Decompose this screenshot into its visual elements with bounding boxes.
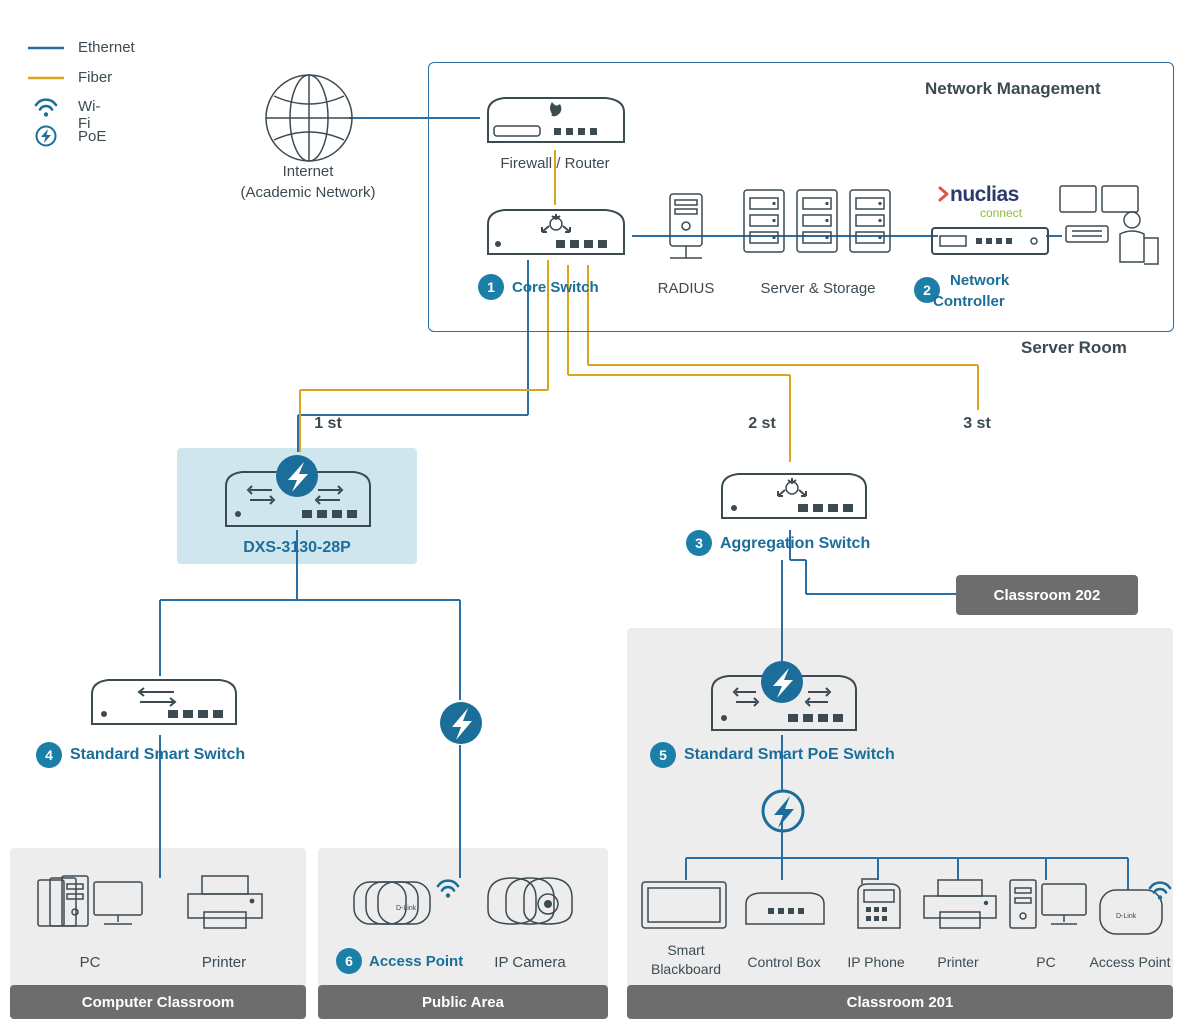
- computer-classroom-label: Computer Classroom: [81, 993, 235, 1011]
- public-area-bar: [318, 985, 608, 1019]
- pc-201-label: PC: [1036, 954, 1056, 970]
- smart-blackboard-label-line2: Blackboard: [650, 961, 722, 977]
- ip-camera-label: IP Camera: [494, 954, 566, 971]
- classroom-201-label: Classroom 201: [846, 993, 954, 1011]
- svg-text:D-Link: D-Link: [1116, 913, 1137, 920]
- computer-classroom-bar: [10, 985, 306, 1019]
- pc-left-label: PC: [79, 954, 101, 971]
- poe-icon: [37, 127, 56, 146]
- badge-aggregation-switch: 3: [686, 530, 712, 556]
- classroom-201-bar: [627, 985, 1173, 1019]
- smart-blackboard-label-line1: Smart: [667, 942, 705, 958]
- aggregation-switch-label: Aggregation Switch: [720, 535, 871, 552]
- access-point-201-label: Access Point: [1089, 954, 1171, 970]
- legend-label-wifi: Wi-Fi: [78, 98, 101, 132]
- badge-standard-smart-switch: 4: [36, 742, 62, 768]
- wifi-icon: [438, 881, 458, 898]
- ip-phone-label: IP Phone: [847, 954, 905, 970]
- server-storage-label: Server & Storage: [760, 280, 876, 297]
- uplink-label-2: 2 st: [748, 415, 776, 432]
- badge-network-controller: 2: [914, 277, 940, 303]
- switch-arrows-icon: [778, 478, 806, 496]
- network-controller-label-line1: Network: [950, 272, 1010, 289]
- classroom-202-bar: [956, 575, 1138, 615]
- flame-icon: [550, 102, 561, 116]
- legend-label-fiber: Fiber: [78, 69, 113, 86]
- access-point-public-label: Access Point: [369, 953, 464, 970]
- badge-standard-smart-poe-switch: 5: [650, 742, 676, 768]
- dxs-switch-label: DXS-3130-28P: [243, 539, 351, 556]
- badge-core-switch: 1: [478, 274, 504, 300]
- badge-access-point-public: 6: [336, 948, 362, 974]
- firewall-label: Firewall / Router: [500, 155, 610, 172]
- nuclias-brand-sub: connect: [980, 206, 1023, 220]
- core-switch-label: Core Switch: [512, 279, 599, 296]
- printer-left-label: Printer: [201, 954, 247, 971]
- standard-smart-switch-label: Standard Smart Switch: [70, 746, 246, 763]
- uplink-label-1: 1 st: [314, 415, 342, 432]
- wifi-icon: [36, 100, 56, 117]
- poe-icon: [761, 661, 803, 703]
- classroom-202-label: Classroom 202: [993, 586, 1101, 604]
- internet-label-line1: Internet: [282, 163, 334, 180]
- uplink-label-3: 3 st: [963, 415, 991, 432]
- switch-arrows-icon: [542, 214, 570, 232]
- public-area-label: Public Area: [422, 993, 504, 1011]
- server-room-title: Server Room: [1021, 338, 1127, 357]
- control-box-label: Control Box: [747, 954, 821, 970]
- standard-smart-poe-switch-label: Standard Smart PoE Switch: [684, 746, 895, 763]
- network-management-title: Network Management: [925, 79, 1101, 98]
- svg-text:D-Link: D-Link: [396, 905, 417, 912]
- printer-201-label: Printer: [937, 954, 979, 970]
- internet-label-line2: (Academic Network): [240, 184, 376, 201]
- radius-label: RADIUS: [657, 280, 715, 297]
- network-controller-label-line2: Controller: [933, 293, 1005, 310]
- poe-icon: [276, 455, 318, 497]
- nuclias-brand-text: nuclias: [950, 183, 1019, 206]
- legend-label-poe: PoE: [78, 128, 107, 145]
- legend-label-ethernet: Ethernet: [78, 39, 135, 56]
